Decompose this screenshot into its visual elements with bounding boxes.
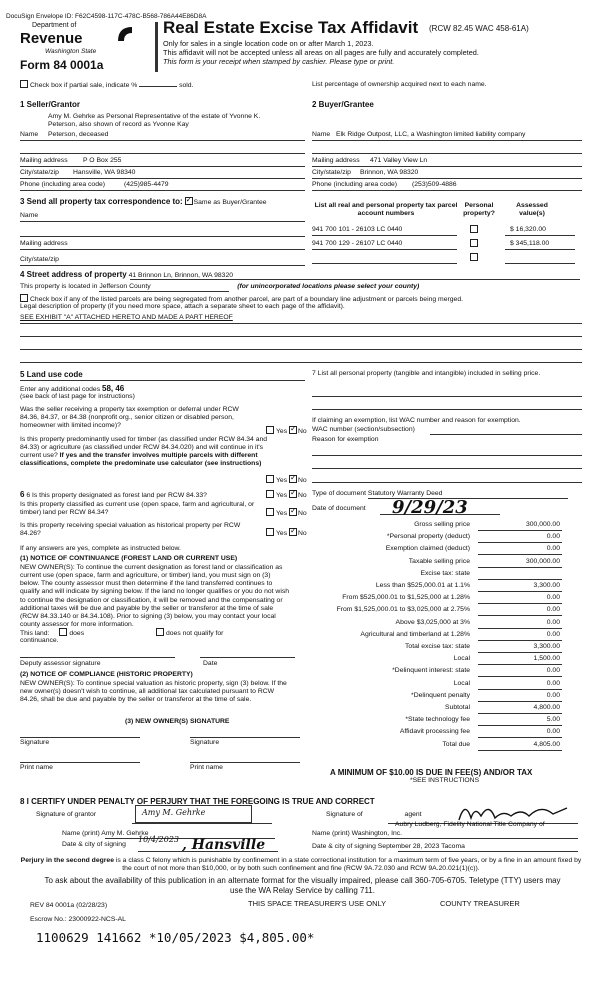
legal-description-label: Legal description of property (if you need more space, attach a separate sheet to each page of the affidavit).: [20, 303, 345, 310]
current-use-no-checkbox[interactable]: [289, 508, 297, 516]
tax-line-label: Agricultural and timberland at 1.28%: [360, 630, 470, 638]
doc-date-value[interactable]: 9/29/23: [392, 497, 468, 518]
section-3-row: 3 Send all property tax correspondence to: ✓ Same as Buyer/Grantee: [20, 197, 267, 207]
tax-line-value[interactable]: 4,805.00: [533, 740, 560, 748]
any-yes-note: If any answers are yes, complete as instructed below.: [20, 545, 181, 552]
forest-no-checkbox[interactable]: [289, 490, 297, 498]
section-2-label: 2 Buyer/Grantee: [312, 100, 374, 109]
section-1-label: 1 Seller/Grantor: [20, 100, 81, 109]
tax-line-rule: [478, 554, 562, 555]
buyer-city-label: City/state/zip: [312, 169, 351, 176]
see-instructions-note: *SEE INSTRUCTIONS: [410, 777, 480, 784]
tax-line-value[interactable]: 0.00: [546, 594, 560, 602]
parcel-2-value[interactable]: $ 345,118.00: [510, 240, 550, 247]
owner-signature-label-2: Signature: [190, 739, 220, 746]
notice-compliance-text: NEW OWNER(S): To continue special valuation as historic property, sign (3) below. If the new owner(s) doesn't wish to continue, all additional tax calculated pursuant to RCW 84.26, shall be due and payable by the seller or transferor at the time of sale.: [20, 680, 287, 704]
tax-line-label: Total excise tax: state: [405, 643, 470, 650]
county-row: This property is located in Jefferson County (for unincorporated locations please select your county): [20, 283, 419, 292]
exemption-reason-label: Reason for exemption: [312, 436, 379, 443]
seller-city-value[interactable]: Hansville, WA 98340: [73, 169, 136, 176]
tax-line-rule: [478, 725, 562, 726]
current-use-yes-checkbox[interactable]: [266, 508, 274, 516]
historic-yesno: Yes ✓ No: [266, 528, 307, 538]
tax-line-rule: [478, 628, 562, 629]
grantor-print-name[interactable]: Amy M. Gehrke: [101, 830, 149, 837]
buyer-phone-label: Phone (including area code): [312, 181, 398, 188]
tax-line-label: Excise tax: state: [420, 569, 470, 577]
rcw-reference: (RCW 82.45 WAC 458-61A): [429, 24, 529, 33]
grantor-date[interactable]: 10/4/2023: [138, 835, 180, 844]
tax-line-label: From $1,525,000.01 to $3,025,000 at 2.75%: [336, 606, 470, 614]
tax-line-label: From $525,000.01 to $1,525,000 at 1.28%: [342, 594, 470, 602]
timber-question: Is this property predominantly used for timber (as classified under RCW 84.34 and 84.33) or agriculture (as classified under RCW 84.34.020) and will continue in it's current use? If yes and the transfer involves multiple parcels with different classifications, complete the predominate use calculator (see instructions): [20, 436, 268, 468]
exemption-no-checkbox[interactable]: [289, 426, 297, 434]
tax-line-rule: [478, 652, 562, 653]
buyer-mail-label: Mailing address: [312, 157, 360, 164]
tax-line-value[interactable]: 3,300.00: [533, 582, 560, 589]
tax-line-rule: [478, 603, 562, 604]
corr-city-label: City/state/zip: [20, 256, 59, 263]
personal-col-header: Personal property?: [463, 202, 495, 218]
see-instructions: (see back of last page for instructions): [20, 393, 135, 400]
tax-line-rule: [478, 615, 562, 616]
tax-line-label: *Delinquent interest: state: [392, 667, 470, 675]
parcel-2-personal-checkbox[interactable]: [470, 239, 478, 247]
tax-line-value[interactable]: 0.00: [546, 679, 560, 687]
doc-type-value[interactable]: Statutory Warranty Deed: [368, 490, 568, 499]
forest-yesno: Yes ✓ No: [266, 490, 307, 500]
agent-print-name[interactable]: Aubry Ludberg, Fidelity National Title Company of: [395, 821, 545, 828]
tax-line-rule: [478, 640, 562, 641]
partial-sale-row: Check box if partial sale, indicate % sold.: [20, 80, 193, 90]
tax-line-label: Local: [453, 655, 470, 663]
parcel-3-personal-checkbox[interactable]: [470, 253, 478, 261]
same-as-buyer-checkbox[interactable]: [185, 197, 193, 205]
tax-line-label: Local: [453, 679, 470, 687]
parcel-2-number[interactable]: 941 700 129 - 26107 LC 0440: [312, 240, 403, 247]
segregation-checkbox[interactable]: [20, 294, 28, 302]
doc-date-label: Date of document: [312, 505, 366, 512]
tax-line-value[interactable]: 0.00: [546, 533, 560, 541]
exemption-yes-checkbox[interactable]: [266, 426, 274, 434]
tax-line-rule: [478, 713, 562, 714]
accessibility-notice: To ask about the availability of this publication in an alternate format for the visually impaired, please call 360-705-6705. Teletype (TTY) users may use the WA Relay Service by calling 711.: [44, 876, 561, 895]
seller-name-value[interactable]: Peterson, deceased: [48, 131, 109, 138]
intro-line-1: Only for sales in a single location code on or after March 1, 2023.: [163, 39, 374, 48]
agent-date-city-row: Date & city of signing September 28, 2023 Tacoma: [312, 843, 465, 850]
corr-mail-label: Mailing address: [20, 240, 68, 247]
exemption-question: Was the seller receiving a property tax exemption or deferral under RCW 84.36, 84.37, or 84.38 (nonprofit org., senior citizen or disabled person, homeowner with limited income)?: [20, 406, 239, 430]
tax-line-value[interactable]: 1,500.00: [533, 655, 560, 663]
tax-line-rule: [478, 530, 562, 531]
corr-name-label: Name: [20, 212, 39, 219]
tax-line-value[interactable]: 0.00: [546, 630, 560, 638]
forest-yes-checkbox[interactable]: [266, 490, 274, 498]
historic-no-checkbox[interactable]: [289, 528, 297, 536]
tax-line-rule: [478, 664, 562, 665]
tax-line-rule: [478, 676, 562, 677]
tax-line-label: Exemption claimed (deduct): [385, 545, 470, 553]
seller-name-label: Name: [20, 131, 39, 138]
tax-line-label: *Delinquent penalty: [411, 691, 470, 699]
tax-line-label: Total due: [442, 740, 470, 748]
exemption-yesno: Yes ✓ No: [266, 426, 307, 436]
this-land-row: This land: does does not qualify for: [20, 630, 224, 637]
tax-line-value[interactable]: 300,000.00: [525, 557, 560, 565]
county-treasurer-label: COUNTY TREASURER: [440, 899, 520, 908]
form-number: Form 84 0001a: [20, 58, 104, 72]
continuance-word: continuance.: [20, 637, 59, 644]
additional-codes-value[interactable]: 58, 46: [102, 384, 125, 393]
wac-instruction: If claiming an exemption, list WAC number and reason for exemption.: [312, 417, 521, 424]
timber-yesno: Yes ✓ No: [266, 475, 307, 485]
section-3-label: 3 Send all property tax correspondence to:: [20, 197, 183, 206]
section-4-label: 4 Street address of property: [20, 270, 127, 279]
tax-line-value[interactable]: 0.00: [546, 545, 560, 553]
partial-sale-checkbox[interactable]: [20, 80, 28, 88]
grantor-date-city-label: Date & city of signing: [62, 841, 126, 848]
new-owner-signature-title: (3) NEW OWNER(S) SIGNATURE: [125, 718, 230, 725]
seller-phone-label: Phone (including area code): [20, 181, 106, 188]
timber-yes-checkbox[interactable]: [266, 475, 274, 483]
section-6-label: 6 6 Is this property designated as forest land per RCW 84.33?: [20, 490, 207, 499]
intro-line-3: This form is your receipt when stamped by cashier. Please type or print.: [163, 57, 395, 66]
assessed-col-header: Assessed value(s): [516, 202, 548, 218]
additional-codes-row: Enter any additional codes 58, 46: [20, 384, 125, 393]
tax-line-rule: [478, 689, 562, 690]
buyer-phone-value[interactable]: (253)509-4886: [412, 181, 457, 188]
county-value[interactable]: Jefferson County: [99, 283, 229, 292]
tax-line-label: Taxable selling price: [408, 557, 470, 565]
agency-name: Revenue: [20, 30, 83, 47]
agency-state: Washington State: [45, 48, 97, 55]
agency-dept: Department of: [32, 22, 77, 29]
does-checkbox[interactable]: [59, 628, 67, 636]
revision-number: REV 84 0001a (02/28/23): [30, 902, 108, 909]
section-7-label: 7 List all personal property (tangible and intangible) included in selling price.: [312, 370, 541, 377]
seller-mail-label: Mailing address: [20, 157, 68, 164]
seller-name-text: Amy M. Gehrke as Personal Representative of the estate of Yvonne K. Peterson, also shown of record as Yvonne Kay: [48, 113, 261, 129]
historic-yes-checkbox[interactable]: [266, 528, 274, 536]
deputy-signature-label: Deputy assessor signature: [20, 660, 101, 667]
agent-date-city[interactable]: September 28, 2023 Tacoma: [377, 843, 465, 850]
envelope-id: DocuSign Envelope ID: F62C4598-117C-478C-B568-786A44E86D8A: [6, 13, 207, 20]
parcel-1-value[interactable]: $ 16,320.00: [510, 226, 546, 233]
owner-signature-label-1: Signature: [20, 739, 50, 746]
tax-line-value[interactable]: 0.00: [546, 728, 560, 736]
timber-no-checkbox[interactable]: [289, 475, 297, 483]
tax-line-label: *Personal property (deduct): [386, 533, 470, 541]
property-address[interactable]: 41 Brinnon Ln, Brinnon, WA 98320: [128, 272, 234, 279]
tax-line-rule: [478, 737, 562, 738]
buyer-mail-value[interactable]: 471 Valley View Ln: [370, 157, 428, 164]
section-8-label: 8 I CERTIFY UNDER PENALTY OF PERJURY THAT THE FOREGOING IS TRUE AND CORRECT: [20, 797, 375, 806]
buyer-city-value[interactable]: Brinnon, WA 98320: [360, 169, 419, 176]
owner-print-label-2: Print name: [190, 764, 223, 771]
buyer-name-value[interactable]: Elk Ridge Outpost, LLC, a Washington limited liability company: [336, 131, 526, 138]
tax-line-value[interactable]: 5.00: [546, 716, 560, 724]
parcel-1-number[interactable]: 941 700 101 - 26103 LC 0440: [312, 226, 403, 233]
tax-line-rule: [478, 542, 562, 543]
agent-print-name-row: Name (print) Washington, Inc.: [312, 830, 403, 837]
tax-line-value[interactable]: 0.00: [546, 691, 560, 699]
grantor-signature-box[interactable]: Amy M. Gehrke: [135, 805, 252, 823]
form-title: Real Estate Excise Tax Affidavit: [163, 18, 419, 37]
current-use-question: Is this property classified as current use (open space, farm and agricultural, or timber) land per RCW 84.34?: [20, 501, 255, 517]
notice-compliance-title: (2) NOTICE OF COMPLIANCE (HISTORIC PROPERTY): [20, 671, 193, 678]
buyer-name-label: Name: [312, 131, 331, 138]
current-use-yesno: Yes ✓ No: [266, 508, 307, 518]
doc-type-row: Type of document Statutory Warranty Deed: [312, 490, 568, 499]
segregation-row: Check box if any of the listed parcels are being segregated from another parcel, are part of a boundary line adjustment or parcels being merged.: [20, 294, 463, 304]
seller-phone-value[interactable]: (425)985-4479: [124, 181, 169, 188]
escrow-number: Escrow No.: 23000922-NCS-AL: [30, 916, 126, 923]
wac-number-label: WAC number (section/subsection): [312, 426, 415, 433]
tax-line-label: Above $3,025,000 at 3%: [395, 618, 470, 626]
deputy-date-label: Date: [203, 660, 218, 667]
tax-line-value[interactable]: 4,800.00: [533, 704, 560, 711]
does-not-checkbox[interactable]: [156, 628, 164, 636]
intro-line-2: This affidavit will not be accepted unless all areas on all pages are fully and accurately completed.: [163, 48, 479, 57]
ownership-note: List percentage of ownership acquired next to each name.: [312, 81, 487, 88]
tax-line-rule: [478, 701, 562, 702]
tax-line-value[interactable]: 300,000.00: [525, 521, 560, 528]
agent-signature-label: Signature of agent: [326, 811, 422, 818]
section-5-label: 5 Land use code: [20, 370, 83, 379]
treasurer-receipt-stamp: 1100629 141662 *10/05/2023 $4,805.00*: [36, 930, 315, 945]
treasurer-use-only: THIS SPACE TREASURER'S USE ONLY: [248, 899, 387, 908]
seller-mail-value[interactable]: P O Box 255: [83, 157, 122, 164]
revenue-logo-icon: [115, 24, 135, 44]
tax-line-label: Affidavit processing fee: [399, 728, 470, 736]
legal-exhibit-text[interactable]: SEE EXHIBIT "A" ATTACHED HERETO AND MADE A PART HEREOF: [20, 314, 233, 321]
minimum-due-note: A MINIMUM OF $10.00 IS DUE IN FEE(S) AND/OR TAX: [330, 768, 533, 777]
notice-continuance-text: NEW OWNER(S): To continue the current designation as forest land or classification as current use (open space, farm and agriculture, or timber) land, you must sign on (3) below. The county assessor must then determine if the land transferred continues to qualify and will indicate by signing below. If the land no longer qualifies or you do not wish to continue the designation or classification, it will be removed and the compensating or additional taxes will be due and payable by the seller or transferor at the time of sale (RCW 84.33.140 or 84.34.108). Prior to signing (3) below, you may contact your local county assessor for more information.: [20, 564, 290, 629]
seller-city-label: City/state/zip: [20, 169, 59, 176]
historic-question: Is this property receiving special valuation as historical property per RCW 84.26?: [20, 522, 241, 538]
tax-line-value[interactable]: 0.00: [546, 606, 560, 614]
tax-line-label: Gross selling price: [414, 521, 470, 528]
grantor-print-name-row: Name (print) Amy M. Gehrke: [62, 830, 149, 837]
tax-line-label: *State technology fee: [405, 716, 470, 724]
tax-line-rule: [478, 567, 562, 568]
grantor-city[interactable]: , Hansville: [182, 837, 266, 853]
owner-print-label-1: Print name: [20, 764, 53, 771]
parcel-1-personal-checkbox[interactable]: [470, 225, 478, 233]
parcel-col-header: List all real and personal property tax parcel account numbers: [314, 202, 458, 218]
notice-continuance-title: (1) NOTICE OF CONTINUANCE (FOREST LAND OR CURRENT USE): [20, 555, 238, 562]
tax-line-value[interactable]: 0.00: [546, 667, 560, 675]
tax-line-label: Subtotal: [445, 704, 470, 711]
grantor-signature-label: Signature of grantor: [36, 811, 97, 818]
tax-line-rule: [478, 579, 562, 580]
tax-line-rule: [478, 750, 562, 751]
tax-line-value[interactable]: 0.00: [546, 618, 560, 626]
agent-print-name-cont[interactable]: Washington, Inc.: [351, 830, 403, 837]
tax-line-rule: [478, 591, 562, 592]
tax-line-value[interactable]: 3,300.00: [533, 643, 560, 650]
tax-line-label: Less than $525,000.01 at 1.1%: [375, 582, 470, 589]
perjury-notice: Perjury in the second degree is a class C felony which is punishable by confinement in a state correctional institution for a maximum term of five years, or by a fine in an amount fixed by the court of not more than $10,000, or by both such confinement and fine (RCW 9A.72.030 and RCW 9A.20.021(1)(c)).: [20, 857, 582, 873]
